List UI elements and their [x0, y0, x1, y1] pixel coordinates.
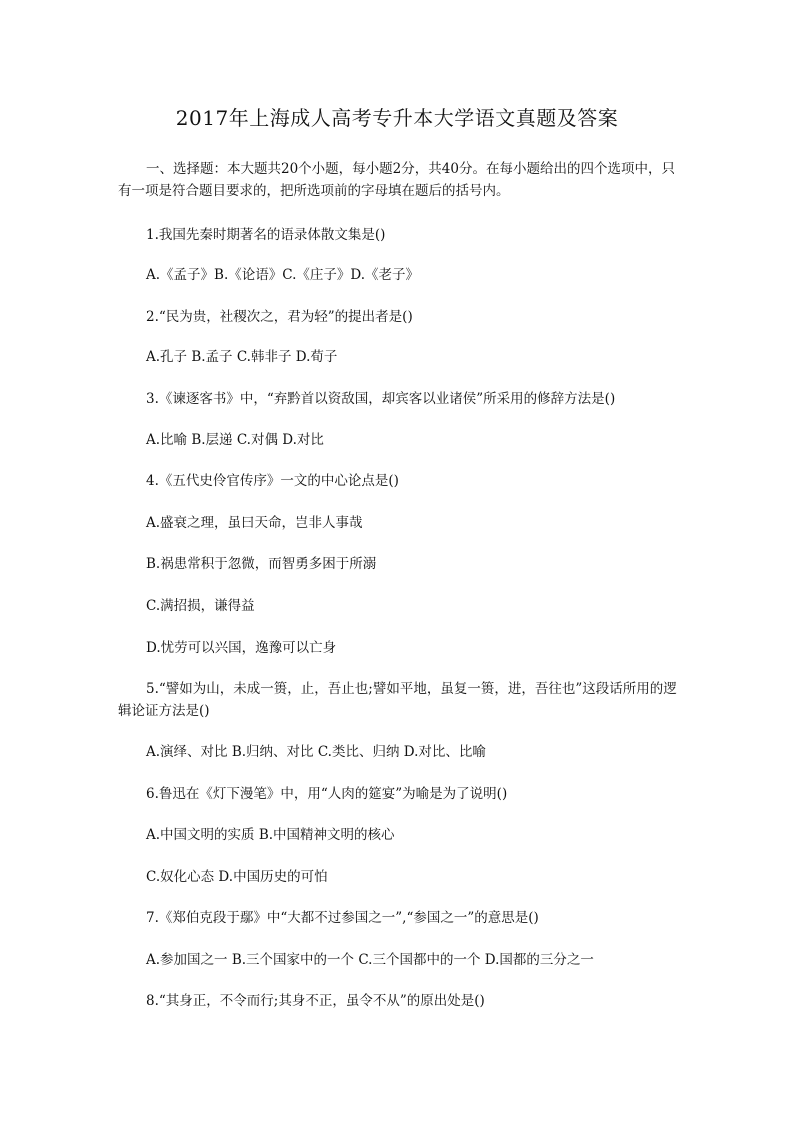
question-4-option-b: B.祸患常积于忽微，而智勇多困于所溺	[146, 556, 377, 572]
question-1-options: A.《孟子》B.《论语》C.《庄子》D.《老子》	[146, 267, 420, 283]
question-6-options-cd: C.奴化心态 D.中国历史的可怕	[146, 869, 328, 885]
page-title: 2017年上海成人高考专升本大学语文真题及答案	[175, 106, 619, 130]
question-5-options: A.演绎、对比 B.归纳、对比 C.类比、归纳 D.对比、比喻	[146, 744, 486, 760]
question-6: 6.鲁迅在《灯下漫笔》中，用“人肉的筵宴”为喻是为了说明()	[146, 786, 508, 802]
question-1: 1.我国先秦时期著名的语录体散文集是()	[146, 227, 386, 243]
question-8: 8.“其身正，不令而行;其身不正，虽令不从”的原出处是()	[146, 993, 485, 1009]
question-4: 4.《五代史伶官传序》一文的中心论点是()	[146, 473, 399, 489]
question-7-options: A.参加国之一 B.三个国家中的一个 C.三个国都中的一个 D.国都的三分之一	[146, 952, 594, 968]
question-3-options: A.比喻 B.层递 C.对偶 D.对比	[146, 432, 324, 448]
question-4-option-c: C.满招损，谦得益	[146, 598, 255, 614]
question-6-options-ab: A.中国文明的实质 B.中国精神文明的核心	[146, 827, 395, 843]
section-intro: 一、选择题：本大题共20个小题，每小题2分，共40分。在每小题给出的四个选项中，只有一项是符合题目要求的，把所选项前的字母填在题后的括号内。	[118, 161, 675, 199]
question-3: 3.《谏逐客书》中，“弃黔首以资敌国，却宾客以业诸侯”所采用的修辞方法是()	[146, 391, 616, 407]
question-2-options: A.孔子 B.孟子 C.韩非子 D.荀子	[146, 349, 338, 365]
question-4-option-a: A.盛衰之理，虽曰天命，岂非人事哉	[146, 515, 363, 531]
question-7: 7.《郑伯克段于鄢》中“大都不过参国之一”,“参国之一”的意思是()	[146, 910, 539, 926]
question-5: 5.“譬如为山，未成一篑，止，吾止也;譬如平地，虽复一篑，进，吾往也”这段话所用的逻辑论证方法是()	[118, 681, 677, 719]
question-4-option-d: D.忧劳可以兴国，逸豫可以亡身	[146, 640, 337, 656]
question-2: 2.“民为贵，社稷次之，君为轻”的提出者是()	[146, 309, 413, 325]
